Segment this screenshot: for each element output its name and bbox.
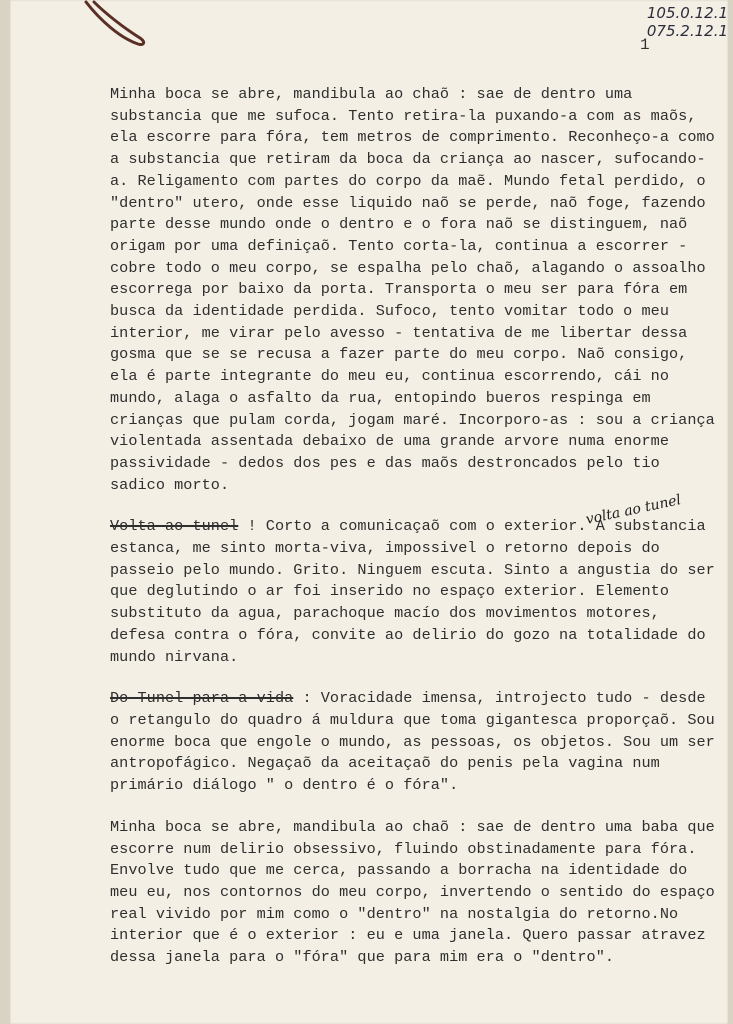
- paragraph-4: Minha boca se abre, mandibula ao chaõ : sae de dentro uma baba que escorre num delirio obsessivo, fluindo obstinadamente para fóra. Envolve tudo que me cerca, passando a borracha na identidade do meu eu, nos contornos do meu corpo, invertendo o sentido do espaço real vivido por mim como o "dentro" na nostalgia do retorno.No interior que é o exterior : eu e uma janela. Quero passar atravez dessa janela para o "fóra" que para mim era o "dentro".: [110, 817, 724, 967]
- paragraph-3-text: : Voracidade imensa, introjecto tudo - desde o retangulo do quadro á muldura que toma gigantesca proporçaõ. Sou enorme boca que engole o mundo, as pessoas, os objetos. Sou um ser antropofágico. Negaçaõ da aceitaçaõ do penis pela vagina num primário diálogo " o dentro é o fóra".: [110, 689, 724, 795]
- page-number: 1: [640, 36, 650, 54]
- paragraph-1: Minha boca se abre, mandibula ao chaõ : sae de dentro uma substancia que me sufoca. Tento retira-la puxando-a com as maõs, ela escorre para fóra, tem metros de comprimento. Reconheço-a como a substancia que retiram da boca da criança ao nascer, sufocando-a. Religamento com partes do corpo da maẽ. Mundo fetal perdido, o "dentro" utero, onde esse liquido naõ se perde, naõ foge, fazendo parte desse mundo onde o dentro e o fora naõ se distinguem, naõ origam por uma definiçaõ. Tento corta-la, continua a escorrer - cobre todo o meu corpo, se espalha pelo chaõ, alagando o assoalho escorrega por baixo da porta. Transporta o meu ser para fóra em busca da identidade perdida. Sufoco, tento vomitar todo o meu interior, me virar pelo avesso - tentativa de me libertar dessa gosma que se se recusa a fazer parte do meu corpo. Naõ consigo, ela é parte integrante do meu eu, continua escorrendo, cái no mundo, alaga o asfalto da rua, entopindo bueros respinga em crianças que pulam corda, jogam maré. Incorporo-as : sou a criança violentada assentada debaixo de uma grande arvore numa enorme passividade - dedos dos pes e das maõs destroncados pelo tio sadico morto.: [110, 85, 724, 494]
- handwritten-note-volta-ao-tunel: volta ao tunel: [584, 492, 683, 528]
- struck-heading-volta-ao-tunel: Volta ao tunel: [110, 517, 239, 536]
- typed-text-body: [110, 84, 722, 989]
- paperclip-mark: [80, 0, 150, 50]
- archive-code-2: 075.2.12.1: [646, 22, 728, 40]
- paragraph-2-text: ! Corto a comunicaçaõ com o exterior. A substancia estanca, me sinto morta-viva, impossivel o retorno depois do passeio pelo mundo. Grito. Ninguem escuta. Sinto a angustia do ser que deglutindo o ar foi inserido no espaço exterior. Elemento substituto da agua, parachoque macío dos movimentos motores, defesa contra o fóra, convite ao delirio do gozo na totalidade do mundo nirvana.: [110, 517, 724, 666]
- struck-heading-do-tunel-para-a-vida: Do Tunel para a vida: [110, 689, 294, 708]
- paragraph-3: [110, 688, 722, 797]
- paragraph-2: [110, 516, 722, 668]
- document-page: [10, 0, 728, 1024]
- archive-codes: [618, 4, 728, 40]
- archive-code-1: 105.0.12.1: [646, 4, 728, 22]
